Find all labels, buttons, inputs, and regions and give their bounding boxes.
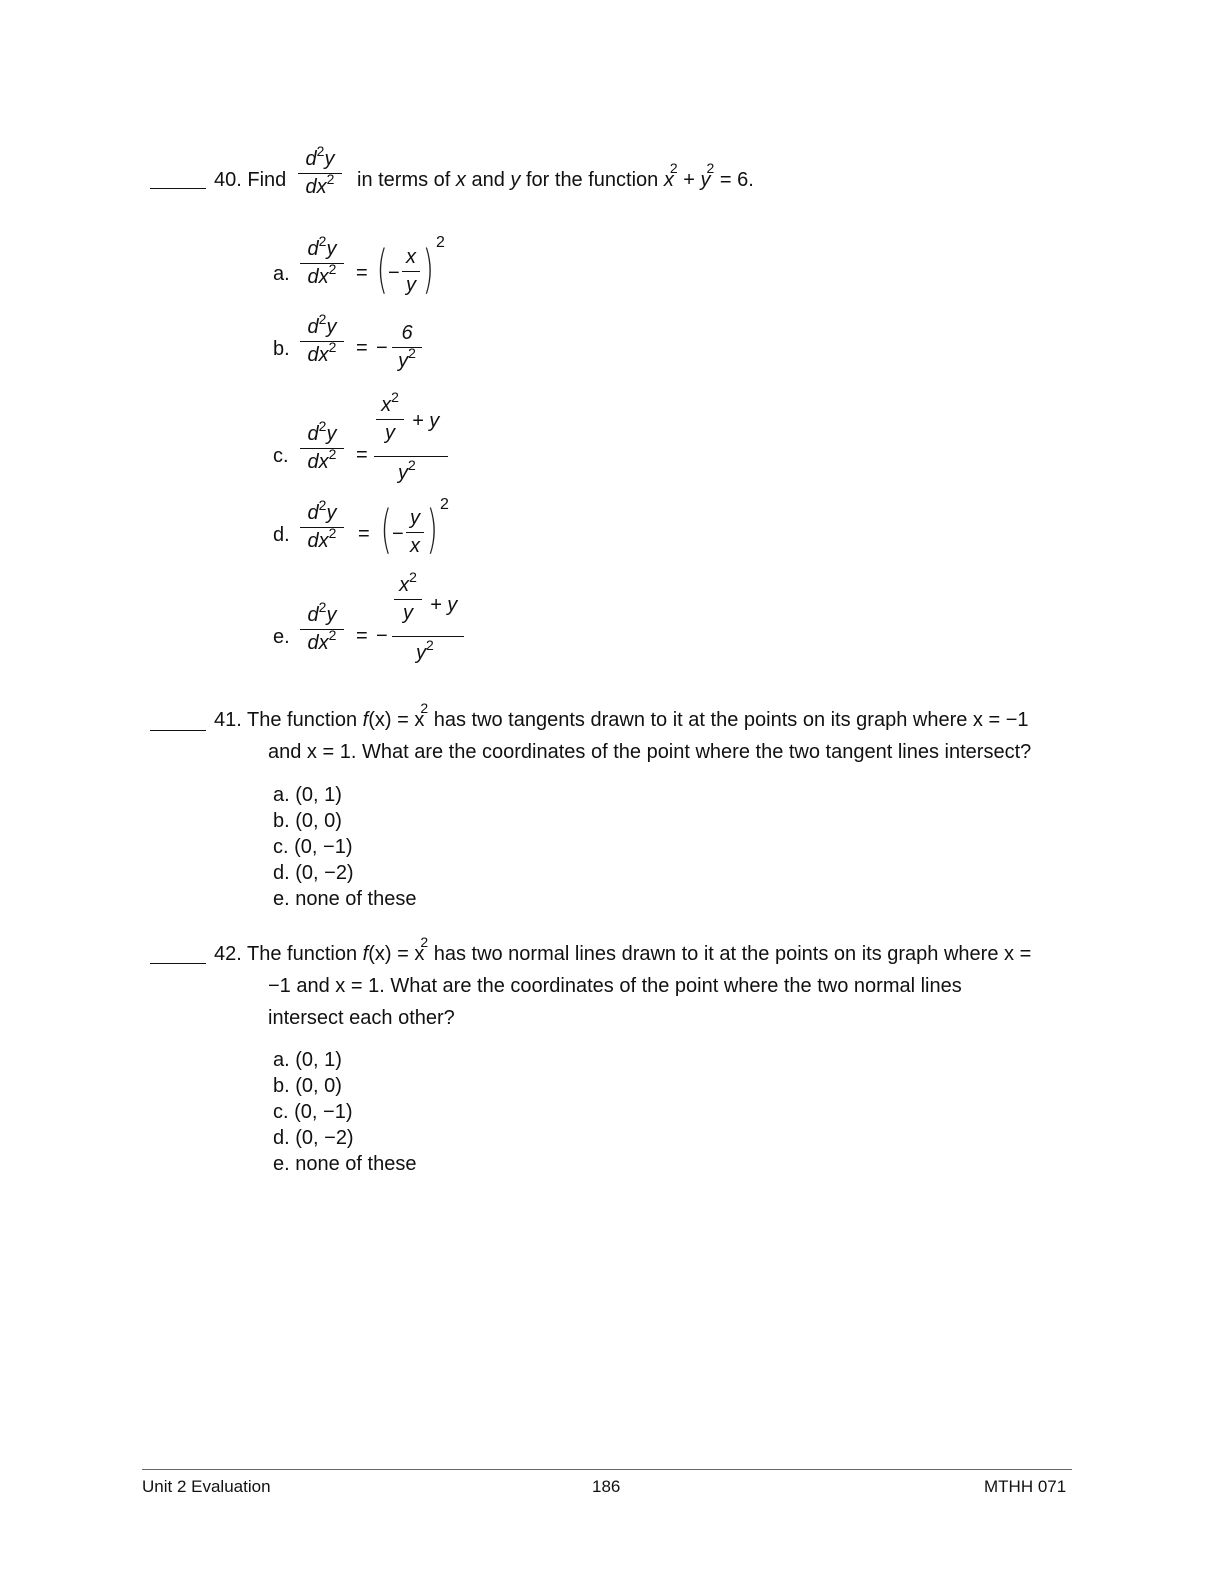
q40-option-e-equals: = (356, 625, 368, 647)
q40-option-c-label: c. (273, 445, 289, 467)
q40-option-e-denominator: $y^2$ (416, 637, 434, 664)
q41-choice-d[interactable]: d. (0, −2) (273, 862, 354, 884)
q40-option-a-sign: − (388, 262, 400, 284)
footer-rule (142, 1469, 1072, 1470)
q40-option-d-rhs: y x (406, 507, 424, 558)
q40-option-d-lhs: $d^2y$ $dx^2$ (300, 502, 344, 553)
answer-blank-42[interactable] (150, 963, 206, 964)
q40-option-e-lhs: $d^2y$ $dx^2$ (300, 604, 344, 655)
q40-derivative-fraction: $d^2y$ $dx^2$ (298, 148, 342, 199)
q40-number: 40. Find (214, 169, 287, 191)
q40-option-c-inner-fraction: $x^2$ y (376, 394, 404, 445)
q40-option-b-lhs: $d^2y$ $dx^2$ (300, 316, 344, 367)
q40-option-a-rhs: x y (402, 246, 420, 297)
q40-option-b-rhs: 6 $y^2$ (392, 322, 422, 373)
answer-blank-41[interactable] (150, 730, 206, 731)
q42-choice-c[interactable]: c. (0, −1) (273, 1101, 353, 1123)
q40-option-e-inner-fraction: $x^2$ y (394, 574, 422, 625)
q41-choice-c[interactable]: c. (0, −1) (273, 836, 353, 858)
q40-option-d-sign: − (392, 523, 404, 545)
q40-option-d-label: d. (273, 524, 290, 546)
q40-option-c-plus-y: + y (412, 410, 440, 432)
footer-page-number: 186 (592, 1477, 621, 1496)
q40-option-a-label: a. (273, 263, 290, 285)
q41-choice-a[interactable]: a. (0, 1) (273, 784, 342, 806)
q42-line-2: −1 and x = 1. What are the coordinates of the point where the two normal lines (268, 975, 962, 997)
q40-option-d-exponent: 2 (440, 496, 449, 513)
q40-option-d-right-paren: ) (426, 500, 438, 560)
q40-option-c-lhs: $d^2y$ $dx^2$ (300, 423, 344, 474)
q40-option-a-equals: = (356, 262, 368, 284)
q40-option-c-denominator: $y^2$ (398, 457, 416, 484)
q40-option-c-equals: = (356, 444, 368, 466)
q40-option-b-sign: − (376, 337, 388, 359)
q42-choice-b[interactable]: b. (0, 0) (273, 1075, 342, 1097)
footer-left: Unit 2 Evaluation (142, 1477, 271, 1496)
q40-option-e-label: e. (273, 626, 290, 648)
q41-choice-e[interactable]: e. none of these (273, 888, 417, 910)
q42-choice-d[interactable]: d. (0, −2) (273, 1127, 354, 1149)
q42-choice-e[interactable]: e. none of these (273, 1153, 417, 1175)
q41-line-2: and x = 1. What are the coordinates of the point where the two tangent lines intersect? (268, 741, 1032, 763)
q40-option-b-equals: = (356, 337, 368, 359)
q41-choice-b[interactable]: b. (0, 0) (273, 810, 342, 832)
q42-line-3: intersect each other? (268, 1007, 455, 1029)
q41-line-1: 41. The function $f(x) = x^2$ has two tangents drawn to it at the points on its graph where x = −1 (214, 700, 1029, 731)
answer-blank-40[interactable] (150, 188, 206, 189)
q40-option-d-equals: = (358, 523, 370, 545)
q41-choices (273, 782, 416, 912)
q40-option-e-plus-y: + y (430, 594, 458, 616)
q40-option-a-left-paren: ( (376, 240, 388, 300)
q42-line-1: 42. The function $f(x) = x^2$ has two normal lines drawn to it at the points on its graph where x = (214, 934, 1032, 965)
q40-option-e-sign: − (376, 625, 388, 647)
q40-option-a-lhs: $d^2y$ $dx^2$ (300, 238, 344, 289)
q40-option-b-label: b. (273, 338, 290, 360)
q42-choice-a[interactable]: a. (0, 1) (273, 1049, 342, 1071)
q42-choices (273, 1047, 416, 1177)
footer-right: MTHH 071 (984, 1477, 1067, 1496)
q40-option-a-right-paren: ) (422, 240, 434, 300)
q40-option-d-left-paren: ( (380, 500, 392, 560)
q40-option-a-exponent: 2 (436, 234, 445, 251)
q40-stem-text: in terms of x and y for the function $x^2 + y^2 = 6$. (357, 160, 754, 191)
